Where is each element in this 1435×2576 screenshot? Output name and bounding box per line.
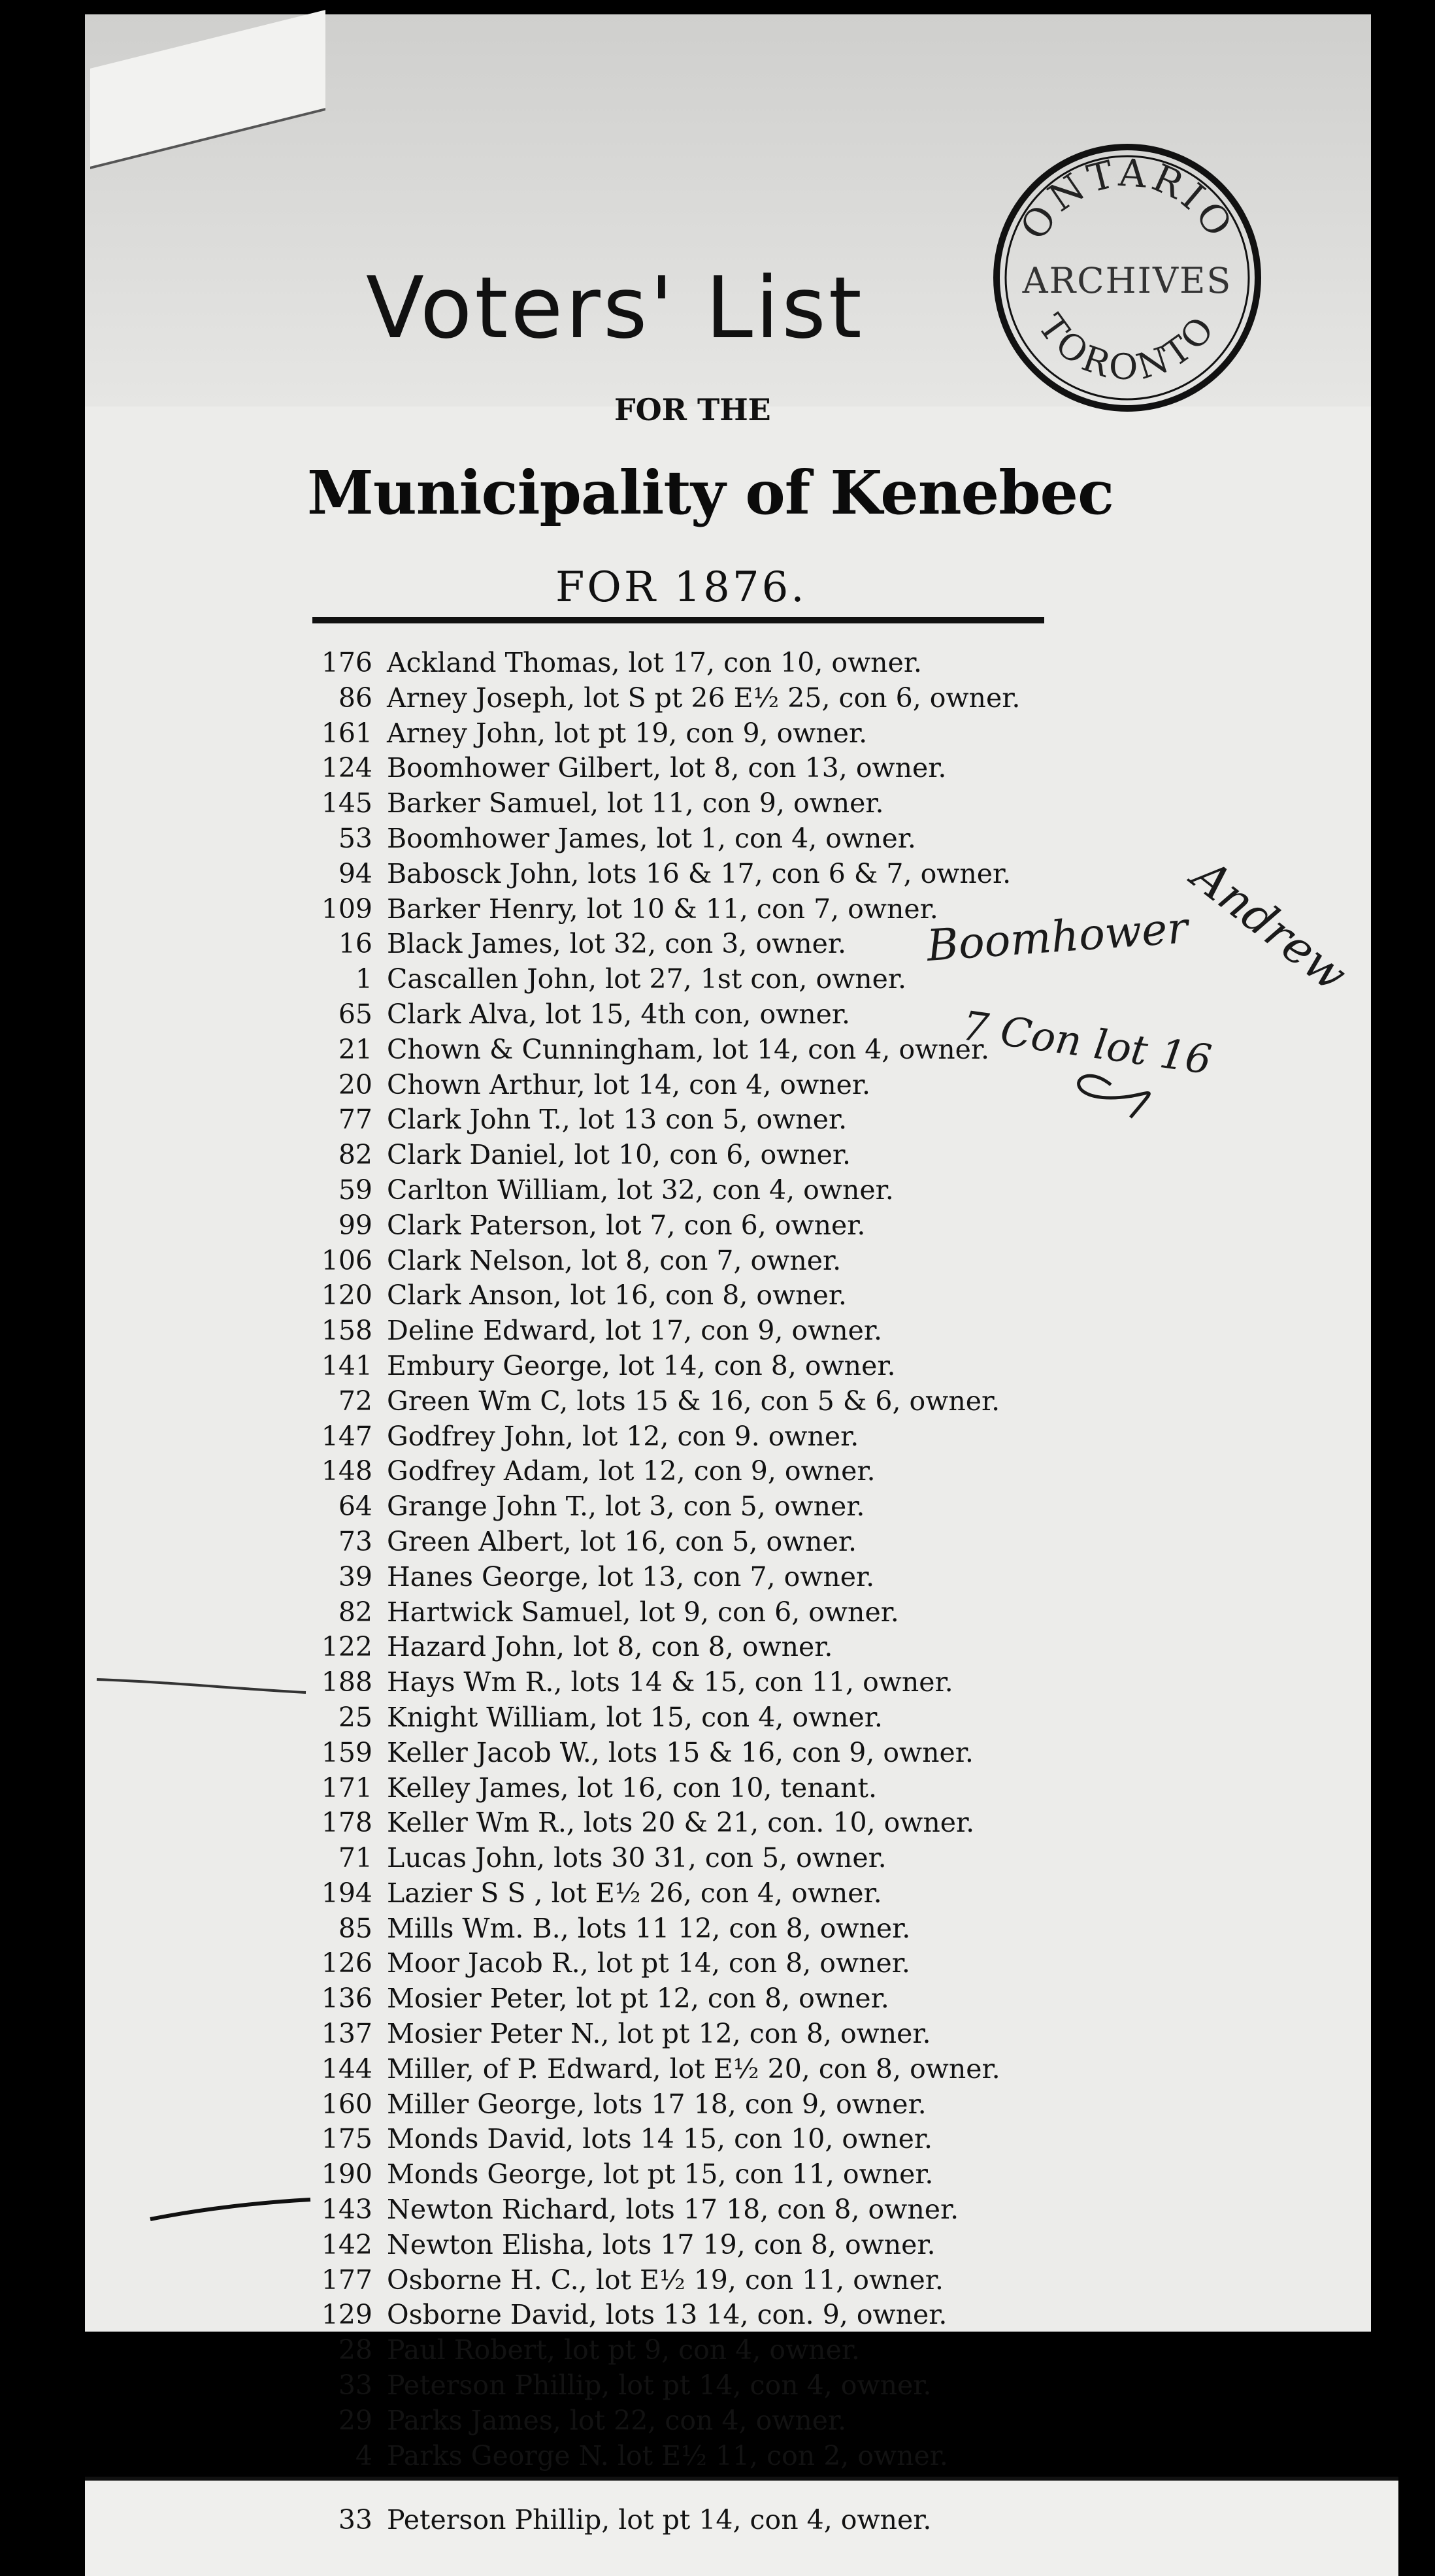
- voter-entry: [301, 2122, 1359, 2157]
- subtitle-for-the: FOR THE: [614, 392, 771, 427]
- voter-number: 20: [338, 1068, 372, 1100]
- voter-number: 85: [338, 1912, 372, 1944]
- voter-details: Peterson Phillip, lot pt 14, con 4, owner.: [387, 2370, 932, 2402]
- handwritten-flourish: [1079, 1076, 1149, 1117]
- margin-pen-mark: [144, 2196, 314, 2222]
- handwritten-line-3: 7 Con lot 16: [959, 1001, 1215, 1084]
- voter-details: Parks George N. lot E½ 11, con 2, owner.: [387, 2439, 948, 2471]
- voter-entry: [301, 2157, 1359, 2192]
- voter-number: 122: [321, 1631, 372, 1663]
- voter-details: Deline Edward, lot 17, con 9, owner.: [387, 1315, 883, 1347]
- voter-details: Hays Wm R., lots 14 & 15, con 11, owner.: [387, 1666, 953, 1698]
- voter-number: 158: [321, 1315, 372, 1347]
- voter-number: 53: [338, 822, 372, 854]
- voter-details: Ackland Thomas, lot 17, con 10, owner.: [387, 647, 922, 678]
- voter-number: 21: [338, 1033, 372, 1065]
- voter-entry: [301, 751, 1359, 786]
- voter-number: 99: [338, 1209, 372, 1241]
- strip-entry-text: Peterson Phillip, lot pt 14, con 4, owner.: [387, 2504, 932, 2535]
- voter-details: Kelley James, lot 16, con 10, tenant.: [387, 1772, 877, 1804]
- document-title: Voters' List: [366, 258, 865, 357]
- voter-details: Hanes George, lot 13, con 7, owner.: [387, 1560, 875, 1593]
- voter-number: 142: [321, 2228, 372, 2260]
- voter-details: Clark Anson, lot 16, con 8, owner.: [387, 1280, 847, 1312]
- voter-number: 94: [338, 857, 372, 889]
- voter-details: Clark John T., lot 13 con 5, owner.: [387, 1104, 848, 1136]
- voter-number: 143: [321, 2194, 372, 2226]
- voter-number: 148: [321, 1455, 372, 1487]
- strip-entry: [301, 2504, 1359, 2535]
- voter-entry: [301, 2192, 1359, 2228]
- voter-details: Boomhower Gilbert, lot 8, con 13, owner.: [387, 752, 947, 784]
- voter-entry: [301, 1630, 1359, 1665]
- voter-details: Chown & Cunningham, lot 14, con 4, owner.: [387, 1033, 990, 1065]
- stamp-bottom-text: TORONTO: [1030, 306, 1225, 388]
- voter-entry: [301, 1244, 1359, 1279]
- voter-details: Green Albert, lot 16, con 5, owner.: [387, 1525, 857, 1557]
- voter-number: 190: [321, 2158, 372, 2190]
- voter-details: Monds David, lots 14 15, con 10, owner.: [387, 2123, 932, 2155]
- voter-details: Boomhower James, lot 1, con 4, owner.: [387, 822, 916, 854]
- voter-entry: [301, 2087, 1359, 2122]
- voter-details: Green Wm C, lots 15 & 16, con 5 & 6, owner.: [387, 1385, 1000, 1417]
- voter-entry: [301, 1876, 1359, 1911]
- voter-entry: [301, 2052, 1359, 2087]
- voter-details: Osborne David, lots 13 14, con. 9, owner.: [387, 2299, 948, 2331]
- voter-details: Cascallen John, lot 27, 1st con, owner.: [387, 963, 907, 995]
- voter-details: Embury George, lot 14, con 8, owner.: [387, 1349, 896, 1381]
- voter-number: 59: [338, 1174, 372, 1206]
- voter-number: 33: [338, 2370, 372, 2402]
- voter-number: 86: [338, 682, 372, 714]
- voter-number: 129: [321, 2299, 372, 2331]
- voter-details: Black James, lot 32, con 3, owner.: [387, 928, 847, 960]
- voter-details: Clark Daniel, lot 10, con 6, owner.: [387, 1139, 851, 1171]
- voter-number: 178: [321, 1807, 372, 1839]
- svg-text:ONTARIO: [1012, 150, 1244, 248]
- handwritten-line-1: Andrew: [1182, 848, 1357, 1002]
- svg-text:TORONTO: [1031, 306, 1225, 388]
- voter-entry: [301, 1525, 1359, 1560]
- voter-entry: [301, 1806, 1359, 1841]
- voter-details: Barker Henry, lot 10 & 11, con 7, owner.: [387, 893, 938, 925]
- voter-details: Babosck John, lots 16 & 17, con 6 & 7, owner.: [387, 857, 1012, 889]
- voter-entry: [301, 1419, 1359, 1455]
- voter-details: Chown Arthur, lot 14, con 4, owner.: [387, 1068, 871, 1100]
- voter-number: 159: [321, 1736, 372, 1768]
- margin-pencil-mark: [90, 1673, 312, 1699]
- voter-details: Keller Jacob W., lots 15 & 16, con 9, owner.: [387, 1736, 974, 1768]
- voter-details: Clark Nelson, lot 8, con 7, owner.: [387, 1244, 842, 1276]
- voter-entry: [301, 1349, 1359, 1384]
- voter-number: 73: [338, 1525, 372, 1557]
- voter-details: Moor Jacob R., lot pt 14, con 8, owner.: [387, 1947, 910, 1979]
- voter-entry: [301, 1560, 1359, 1595]
- voter-entry: [301, 2263, 1359, 2298]
- voter-number: 171: [321, 1772, 372, 1804]
- voter-entry: [301, 681, 1359, 716]
- voter-entry: [301, 2403, 1359, 2439]
- voter-details: Newton Elisha, lots 17 19, con 8, owner.: [387, 2228, 936, 2260]
- voter-details: Carlton William, lot 32, con 4, owner.: [387, 1174, 894, 1206]
- voter-details: Lazier S S , lot E½ 26, con 4, owner.: [387, 1877, 882, 1909]
- voter-details: Hartwick Samuel, lot 9, con 6, owner.: [387, 1596, 899, 1628]
- voter-number: 28: [338, 2334, 372, 2366]
- voter-details: Newton Richard, lots 17 18, con 8, owner.: [387, 2194, 959, 2226]
- voter-entry: [301, 1665, 1359, 1700]
- year-heading: FOR 1876.: [555, 563, 807, 612]
- voter-number: 136: [321, 1983, 372, 2015]
- voter-details: Mills Wm. B., lots 11 12, con 8, owner.: [387, 1912, 911, 1944]
- voter-details: Paul Robert, lot pt 9, con 4, owner.: [387, 2334, 860, 2366]
- voter-details: Hazard John, lot 8, con 8, owner.: [387, 1631, 833, 1663]
- voter-number: 147: [321, 1420, 372, 1452]
- voter-entry: [301, 2439, 1359, 2474]
- voter-entry: [301, 1454, 1359, 1489]
- stamp-top-text: ONTARIO: [1011, 150, 1244, 248]
- heading-rule: [312, 617, 1044, 623]
- voter-entry: [301, 1771, 1359, 1806]
- voter-entry: [301, 2228, 1359, 2263]
- voter-entry: [301, 716, 1359, 751]
- voter-entry: [301, 2298, 1359, 2333]
- municipality-heading: Municipality of Kenebec: [307, 457, 1114, 528]
- voter-number: 141: [321, 1349, 372, 1381]
- voter-number: 29: [338, 2404, 372, 2436]
- voter-entry: [301, 2368, 1359, 2403]
- voter-number: 64: [338, 1491, 372, 1523]
- stamp-middle-text: ARCHIVES: [1022, 260, 1232, 301]
- voter-entry: [301, 1911, 1359, 1947]
- voter-entry: [301, 1595, 1359, 1630]
- voter-number: 161: [321, 717, 372, 749]
- voter-number: 1: [355, 963, 372, 995]
- voter-number: 144: [321, 2053, 372, 2085]
- voter-entry: [301, 1946, 1359, 1981]
- voter-entry: [301, 786, 1359, 821]
- voter-details: Keller Wm R., lots 20 & 21, con. 10, owner.: [387, 1807, 975, 1839]
- voter-number: 120: [321, 1280, 372, 1312]
- voter-number: 137: [321, 2018, 372, 2050]
- voter-number: 175: [321, 2123, 372, 2155]
- voter-number: 145: [321, 787, 372, 819]
- voter-number: 72: [338, 1385, 372, 1417]
- voter-details: Mosier Peter, lot pt 12, con 8, owner.: [387, 1983, 889, 2015]
- voter-entry: [301, 2333, 1359, 2368]
- voter-number: 82: [338, 1596, 372, 1628]
- voter-details: Godfrey John, lot 12, con 9. owner.: [387, 1420, 859, 1452]
- voter-number: 4: [355, 2439, 372, 2471]
- voter-details: Arney John, lot pt 19, con 9, owner.: [387, 717, 868, 749]
- handwritten-line-2: Boomhower: [925, 902, 1190, 971]
- voter-entry: [301, 1700, 1359, 1736]
- voter-number: 124: [321, 752, 372, 784]
- voter-entry: [301, 1208, 1359, 1244]
- voter-number: 77: [338, 1104, 372, 1136]
- voter-entry: [301, 1313, 1359, 1349]
- voter-entry: [301, 1278, 1359, 1313]
- voter-number: 188: [321, 1666, 372, 1698]
- voter-entry: [301, 1173, 1359, 1208]
- voter-entry: [301, 1736, 1359, 1771]
- voter-entry: [301, 1841, 1359, 1876]
- voter-number: 126: [321, 1947, 372, 1979]
- voter-details: Arney Joseph, lot S pt 26 E½ 25, con 6, owner.: [387, 682, 1021, 714]
- voter-details: Mosier Peter N., lot pt 12, con 8, owner.: [387, 2018, 931, 2050]
- voter-number: 71: [338, 1842, 372, 1874]
- voter-details: Barker Samuel, lot 11, con 9, owner.: [387, 787, 884, 819]
- voter-number: 65: [338, 998, 372, 1030]
- voter-details: Knight William, lot 15, con 4, owner.: [387, 1701, 883, 1733]
- voter-number: 177: [321, 2264, 372, 2296]
- voter-number: 16: [338, 928, 372, 960]
- voter-number: 109: [321, 893, 372, 925]
- voter-entry: [301, 2017, 1359, 2052]
- strip-entry-number: 33: [338, 2504, 372, 2535]
- voter-number: 160: [321, 2088, 372, 2120]
- voter-details: Monds George, lot pt 15, con 11, owner.: [387, 2158, 934, 2190]
- voter-number: 106: [321, 1244, 372, 1276]
- voter-number: 25: [338, 1701, 372, 1733]
- voter-number: 39: [338, 1560, 372, 1593]
- handwritten-annotation: [915, 843, 1372, 1157]
- voter-details: Godfrey Adam, lot 12, con 9, owner.: [387, 1455, 876, 1487]
- voter-details: Miller, of P. Edward, lot E½ 20, con 8, owner.: [387, 2053, 1000, 2085]
- voter-details: Grange John T., lot 3, con 5, owner.: [387, 1491, 865, 1523]
- voter-number: 82: [338, 1139, 372, 1171]
- voter-details: Osborne H. C., lot E½ 19, con 11, owner.: [387, 2264, 944, 2296]
- voter-details: Lucas John, lots 30 31, con 5, owner.: [387, 1842, 887, 1874]
- voter-number: 176: [321, 647, 372, 678]
- voter-entry: [301, 1981, 1359, 2017]
- archives-stamp: [987, 137, 1268, 418]
- voter-entry: [301, 1384, 1359, 1419]
- voter-entry: [301, 1489, 1359, 1525]
- voter-details: Clark Paterson, lot 7, con 6, owner.: [387, 1209, 866, 1241]
- voter-entry: [301, 646, 1359, 681]
- voter-details: Parks James, lot 22, con 4, owner.: [387, 2404, 847, 2436]
- voter-details: Clark Alva, lot 15, 4th con, owner.: [387, 998, 851, 1030]
- voter-details: Miller George, lots 17 18, con 9, owner.: [387, 2088, 927, 2120]
- voter-number: 194: [321, 1877, 372, 1909]
